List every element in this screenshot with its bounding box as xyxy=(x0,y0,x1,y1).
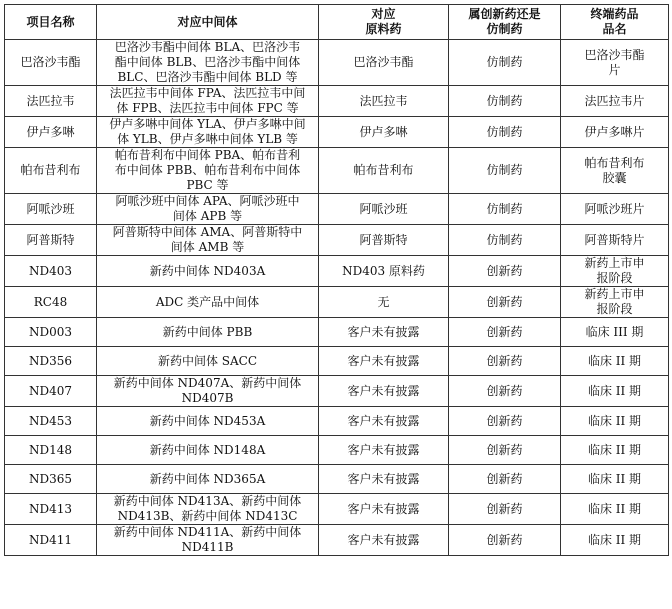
cell-intermediate xyxy=(97,318,319,347)
cell-drug-type xyxy=(449,318,561,347)
header-line: 项目名称 xyxy=(26,14,75,29)
cell-api xyxy=(319,525,449,556)
cell-line: BLC、巴洛沙韦酯中间体 BLD 等 xyxy=(117,70,298,84)
cell-product-name xyxy=(561,225,669,256)
table-row xyxy=(5,436,669,465)
table-row xyxy=(5,256,669,287)
table-row xyxy=(5,407,669,436)
table-row xyxy=(5,40,669,86)
header-intermediate xyxy=(97,5,319,40)
cell-intermediate xyxy=(97,494,319,525)
cell-line: ND365 xyxy=(28,471,73,486)
cell-line: 报阶段 xyxy=(596,271,633,285)
cell-line: 仿制药 xyxy=(486,232,523,247)
cell-drug-type xyxy=(449,494,561,525)
cell-drug-type xyxy=(449,194,561,225)
cell-line: 创新药 xyxy=(486,471,523,486)
cell-project-name xyxy=(5,40,97,86)
cell-line: 酯中间体 BLB、巴洛沙韦酯中间体 xyxy=(114,55,301,69)
cell-product-name xyxy=(561,347,669,376)
cell-line: 阿普斯特中间体 AMA、阿普斯特中 xyxy=(112,225,303,239)
cell-intermediate xyxy=(97,376,319,407)
cell-line: 创新药 xyxy=(486,442,523,457)
cell-line: 巴洛沙韦酯中间体 BLA、巴洛沙韦 xyxy=(114,40,301,54)
cell-line: ND148 xyxy=(28,442,73,457)
cell-line: 新药中间体 ND148A xyxy=(149,442,266,457)
cell-line: ND453 xyxy=(28,413,73,428)
cell-line: 阿普斯特 xyxy=(26,232,75,247)
cell-line: 法匹拉韦中间体 FPA、法匹拉韦中间 xyxy=(109,86,306,100)
cell-line: 临床 II 期 xyxy=(587,471,642,486)
cell-line: ND411B xyxy=(181,540,234,554)
cell-line: 新药中间体 ND407A、新药中间体 xyxy=(113,376,302,390)
cell-product-name xyxy=(561,318,669,347)
cell-line: 创新药 xyxy=(486,413,523,428)
cell-drug-type xyxy=(449,525,561,556)
cell-line: 帕布昔利布中间体 PBA、帕布昔利 xyxy=(114,148,301,162)
table-row xyxy=(5,347,669,376)
cell-project-name xyxy=(5,225,97,256)
cell-intermediate xyxy=(97,40,319,86)
cell-api xyxy=(319,465,449,494)
cell-product-name xyxy=(561,256,669,287)
cell-intermediate xyxy=(97,407,319,436)
cell-api xyxy=(319,376,449,407)
header-line: 原料药 xyxy=(365,22,402,36)
cell-line: 阿哌沙班中间体 APA、阿哌沙班中 xyxy=(115,194,300,208)
cell-api xyxy=(319,318,449,347)
cell-line: 片 xyxy=(608,62,621,77)
cell-product-name xyxy=(561,376,669,407)
cell-api xyxy=(319,436,449,465)
cell-drug-type xyxy=(449,86,561,117)
table-row xyxy=(5,318,669,347)
cell-line: 阿哌沙班 xyxy=(26,201,75,216)
cell-drug-type xyxy=(449,465,561,494)
cell-intermediate xyxy=(97,117,319,148)
cell-line: 临床 II 期 xyxy=(587,413,642,428)
header-line: 仿制药 xyxy=(486,22,523,36)
header-drug-type xyxy=(449,5,561,40)
cell-line: 体 YLB、伊卢多啉中间体 YLB 等 xyxy=(117,132,298,146)
cell-line: 无 xyxy=(377,294,390,309)
cell-line: 临床 III 期 xyxy=(585,324,644,339)
cell-line: 新药中间体 PBB xyxy=(162,324,253,339)
cell-product-name xyxy=(561,494,669,525)
cell-line: 客户未有披露 xyxy=(347,532,420,547)
cell-api xyxy=(319,148,449,194)
cell-line: 伊卢多啉 xyxy=(359,124,408,139)
cell-api xyxy=(319,347,449,376)
cell-project-name xyxy=(5,494,97,525)
cell-project-name xyxy=(5,525,97,556)
cell-api xyxy=(319,225,449,256)
cell-product-name xyxy=(561,86,669,117)
cell-drug-type xyxy=(449,117,561,148)
cell-line: 创新药 xyxy=(486,532,523,547)
table-body xyxy=(5,40,669,556)
cell-intermediate xyxy=(97,436,319,465)
cell-project-name xyxy=(5,407,97,436)
cell-line: 新药上市申 xyxy=(584,287,645,301)
cell-line: 临床 II 期 xyxy=(587,353,642,368)
table-row xyxy=(5,376,669,407)
cell-line: 阿普斯特 xyxy=(359,232,408,247)
cell-line: 创新药 xyxy=(486,324,523,339)
cell-line: 创新药 xyxy=(486,353,523,368)
cell-product-name xyxy=(561,117,669,148)
cell-line: 报阶段 xyxy=(596,302,633,316)
cell-line: ND413B、新药中间体 ND413C xyxy=(117,509,298,523)
header-line: 终端药品 xyxy=(590,7,639,21)
cell-project-name xyxy=(5,347,97,376)
cell-product-name xyxy=(561,407,669,436)
header-product-name xyxy=(561,5,669,40)
cell-line: 伊卢多啉片 xyxy=(584,124,645,139)
cell-line: 仿制药 xyxy=(486,201,523,216)
intermediate-products-table-wrapper xyxy=(4,4,668,556)
table-row xyxy=(5,117,669,148)
cell-line: 新药中间体 SACC xyxy=(157,353,258,368)
cell-api xyxy=(319,40,449,86)
header-line: 对应 xyxy=(371,7,396,21)
cell-line: 创新药 xyxy=(486,383,523,398)
cell-project-name xyxy=(5,376,97,407)
cell-line: ND403 xyxy=(28,263,73,278)
cell-intermediate xyxy=(97,148,319,194)
cell-api xyxy=(319,407,449,436)
cell-project-name xyxy=(5,318,97,347)
cell-line: 间体 APB 等 xyxy=(172,209,243,223)
cell-line: 临床 II 期 xyxy=(587,442,642,457)
cell-line: 创新药 xyxy=(486,263,523,278)
cell-line: ND003 xyxy=(28,324,73,339)
cell-intermediate xyxy=(97,256,319,287)
cell-api xyxy=(319,494,449,525)
cell-line: 客户未有披露 xyxy=(347,501,420,516)
cell-line: 阿普斯特片 xyxy=(584,232,645,247)
cell-product-name xyxy=(561,40,669,86)
cell-project-name xyxy=(5,256,97,287)
table-row xyxy=(5,465,669,494)
cell-line: 阿哌沙班片 xyxy=(584,201,645,216)
cell-intermediate xyxy=(97,525,319,556)
cell-drug-type xyxy=(449,407,561,436)
cell-product-name xyxy=(561,287,669,318)
cell-line: 客户未有披露 xyxy=(347,353,420,368)
cell-line: 仿制药 xyxy=(486,55,523,69)
table-row xyxy=(5,525,669,556)
cell-line: 客户未有披露 xyxy=(347,442,420,457)
cell-line: 体 FPB、法匹拉韦中间体 FPC 等 xyxy=(116,101,299,115)
cell-project-name xyxy=(5,287,97,318)
cell-project-name xyxy=(5,465,97,494)
cell-line: RC48 xyxy=(33,294,68,309)
header-line: 对应中间体 xyxy=(177,14,238,29)
cell-product-name xyxy=(561,465,669,494)
cell-project-name xyxy=(5,148,97,194)
cell-line: 创新药 xyxy=(486,501,523,516)
cell-intermediate xyxy=(97,287,319,318)
header-api xyxy=(319,5,449,40)
cell-line: 客户未有披露 xyxy=(347,324,420,339)
cell-drug-type xyxy=(449,376,561,407)
cell-product-name xyxy=(561,194,669,225)
cell-line: ND407 xyxy=(28,383,73,398)
cell-line: 巴洛沙韦酯 xyxy=(584,47,645,62)
cell-line: 客户未有披露 xyxy=(347,471,420,486)
table-row xyxy=(5,287,669,318)
cell-line: 客户未有披露 xyxy=(347,383,420,398)
cell-line: 阿哌沙班 xyxy=(359,201,408,216)
table-row xyxy=(5,194,669,225)
cell-drug-type xyxy=(449,436,561,465)
cell-line: ADC 类产品中间体 xyxy=(155,294,260,309)
cell-product-name xyxy=(561,525,669,556)
cell-project-name xyxy=(5,194,97,225)
cell-line: 伊卢多啉中间体 YLA、伊卢多啉中间 xyxy=(109,117,306,131)
cell-line: ND403 原料药 xyxy=(342,263,425,278)
cell-drug-type xyxy=(449,256,561,287)
cell-line: 客户未有披露 xyxy=(347,413,420,428)
cell-line: 布中间体 PBB、帕布昔利布中间体 xyxy=(114,163,301,177)
cell-intermediate xyxy=(97,225,319,256)
cell-project-name xyxy=(5,117,97,148)
cell-line: 胶囊 xyxy=(602,170,627,185)
cell-line: ND411 xyxy=(28,532,73,547)
cell-api xyxy=(319,117,449,148)
cell-line: 伊卢多啉 xyxy=(26,124,75,139)
cell-line: 仿制药 xyxy=(486,163,523,177)
header-project-name xyxy=(5,5,97,40)
cell-line: ND356 xyxy=(28,353,73,368)
cell-line: ND407B xyxy=(181,391,234,405)
header-line: 属创新药还是 xyxy=(468,7,541,21)
table-row xyxy=(5,148,669,194)
table-row xyxy=(5,494,669,525)
cell-product-name xyxy=(561,148,669,194)
cell-line: 新药中间体 ND365A xyxy=(149,471,266,486)
header-row xyxy=(5,5,669,40)
cell-line: 法匹拉韦 xyxy=(359,93,408,108)
cell-line: PBC 等 xyxy=(186,178,229,192)
cell-line: 帕布昔利布 xyxy=(353,163,414,177)
cell-api xyxy=(319,287,449,318)
cell-intermediate xyxy=(97,194,319,225)
cell-line: 巴洛沙韦酯 xyxy=(353,55,414,69)
cell-project-name xyxy=(5,86,97,117)
cell-line: ND413 xyxy=(28,501,73,516)
cell-line: 帕布昔利布 xyxy=(20,163,81,177)
cell-project-name xyxy=(5,436,97,465)
cell-drug-type xyxy=(449,347,561,376)
header-line: 品名 xyxy=(602,22,627,36)
cell-api xyxy=(319,194,449,225)
cell-line: 巴洛沙韦酯 xyxy=(20,55,81,69)
cell-line: 帕布昔利布 xyxy=(584,155,645,170)
cell-intermediate xyxy=(97,347,319,376)
cell-intermediate xyxy=(97,86,319,117)
cell-line: 法匹拉韦片 xyxy=(584,93,645,108)
cell-drug-type xyxy=(449,40,561,86)
cell-line: 仿制药 xyxy=(486,93,523,108)
cell-drug-type xyxy=(449,287,561,318)
cell-drug-type xyxy=(449,225,561,256)
cell-api xyxy=(319,256,449,287)
cell-line: 新药中间体 ND453A xyxy=(149,413,266,428)
cell-drug-type xyxy=(449,148,561,194)
cell-line: 创新药 xyxy=(486,294,523,309)
cell-api xyxy=(319,86,449,117)
cell-line: 新药中间体 ND413A、新药中间体 xyxy=(113,494,302,508)
cell-line: 法匹拉韦 xyxy=(26,93,75,108)
cell-line: 新药上市申 xyxy=(584,256,645,270)
cell-line: 临床 II 期 xyxy=(587,501,642,516)
cell-intermediate xyxy=(97,465,319,494)
intermediate-products-table xyxy=(4,4,669,556)
cell-line: 新药中间体 ND411A、新药中间体 xyxy=(113,525,302,539)
cell-line: 新药中间体 ND403A xyxy=(149,263,266,278)
cell-line: 临床 II 期 xyxy=(587,532,642,547)
cell-product-name xyxy=(561,436,669,465)
cell-line: 临床 II 期 xyxy=(587,383,642,398)
table-row xyxy=(5,225,669,256)
cell-line: 仿制药 xyxy=(486,124,523,139)
cell-line: 间体 AMB 等 xyxy=(170,240,245,254)
table-row xyxy=(5,86,669,117)
